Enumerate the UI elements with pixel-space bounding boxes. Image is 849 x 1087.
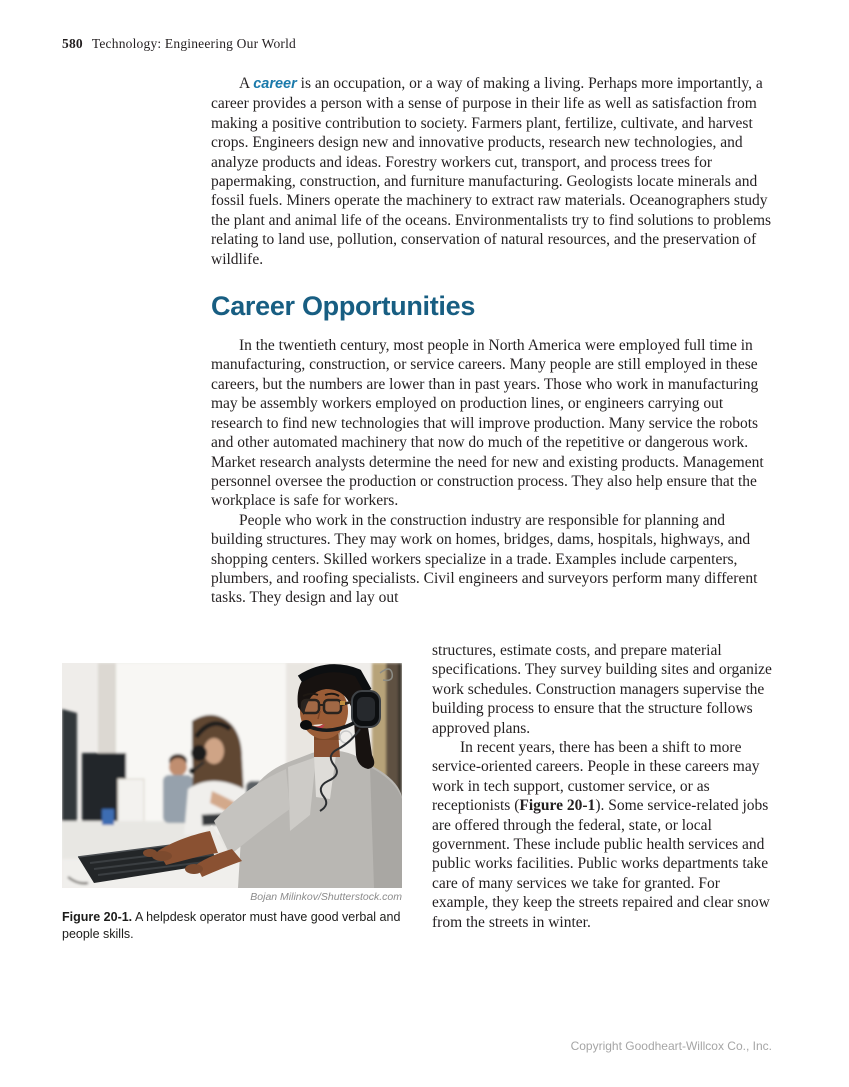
intro-paragraph [211,74,772,269]
section-heading: Career Opportunities [211,291,476,322]
figure-caption [62,909,402,942]
page-number: 580 [62,36,83,51]
copyright-notice: Copyright Goodheart-Willcox Co., Inc. [570,1039,772,1053]
paragraph-manufacturing: In the twentieth century, most people in North America were employed full time in manufacturing, construction, or service careers. Many people are still employed in these careers, but the numbers are lower than in past years. Those who work in manufacturing may be assembly workers employed on production lines, or engineers carrying out research to find new technologies that will improve production. Many service the robots and other automated machinery that now do much of the repetitive or dangerous work. Market research analysts determine the need for new and existing products. Management personnel oversee the production or construction process. They also help ensure that the workplace is safe for workers. [211,337,764,510]
service-before-ref: In recent years, there has been a shift to more service-oriented careers. People in these careers may work in tech support, customer service, or as receptionists ( [432,739,760,815]
intro-lead: A [239,75,254,92]
service-after-ref: ). Some service-related jobs are offered through the federal, state, or local government. These include public health services and public works facilities. Public works departments take care of many services we take for granted. For example, they keep the streets repaired and clear snow from the streets in winter. [432,797,770,931]
paragraph-construction-part1: People who work in the construction industry are responsible for planning and building structures. They may work on homes, bridges, dams, hospitals, highways, and shopping centers. Skilled workers specialize in a trade. Examples include carpenters, plumbers, and roofing specialists. Civil engineers and surveyors perform many different tasks. They design and lay out [211,511,758,607]
figure-reference: Figure 20-1 [519,797,596,815]
intro-rest: is an occupation, or a way of making a living. Perhaps more importantly, a career provides a person with a sense of purpose in their life as well as satisfaction from making a positive contribution to society. Farmers plant, fertilize, cultivate, and harvest crops. Engineers design new and innovative products, research new technologies, and analyze products and ideas. Forestry workers cut, transport, and process trees for papermaking, construction, and furniture manufacturing. Geologists locate minerals and fossil fuels. Miners operate the machinery to extract raw materials. Oceanographers study the plant and animal life of the oceans. Environmentalists try to find solutions to problems relating to land use, pollution, conservation of natural resources, and the preservation of wildlife. [211,75,772,268]
paragraph-service [432,738,773,932]
helpdesk-photo [62,663,402,888]
running-head [62,36,296,52]
figure-20-1 [62,663,402,942]
wrapped-text-column [432,641,773,932]
main-text-column [211,74,772,608]
caption-label: Figure 20-1. [62,910,133,924]
paragraph-construction-part2: structures, estimate costs, and prepare material specifications. They survey building sites and organize work schedules. Construction managers supervise the building process to ensure that the structure follows approved plans. [432,642,772,737]
caption-text: A helpdesk operator must have good verbal and people skills. [62,910,401,941]
key-term-career: career [253,76,297,92]
photo-credit: Bojan Milinkov/Shutterstock.com [250,891,402,903]
book-title: Technology: Engineering Our World [91,36,297,51]
